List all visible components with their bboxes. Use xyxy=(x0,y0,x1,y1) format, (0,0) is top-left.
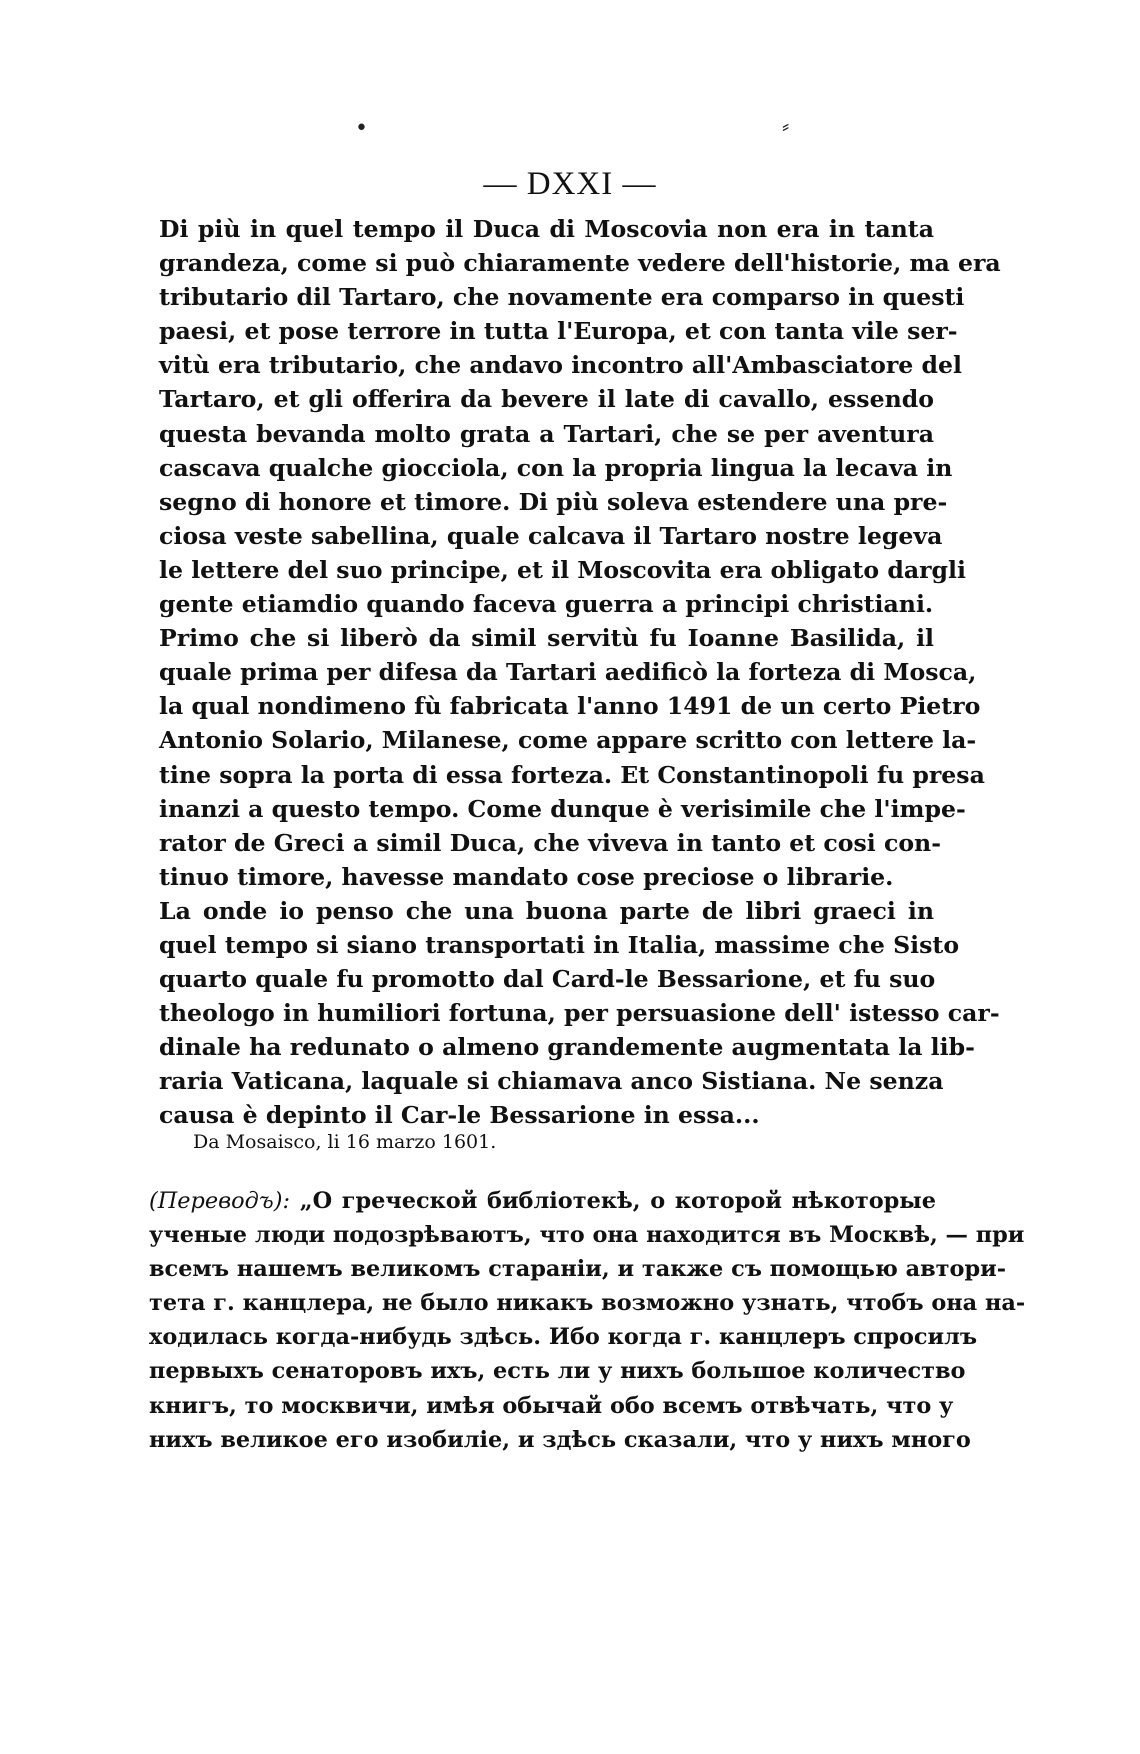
text-line: dinale ha redunato o almeno grandemente augmentata la lib- xyxy=(159,1033,975,1062)
text-line: Di più in quel tempo il Duca di Moscovia non era in tanta xyxy=(159,215,934,243)
translation-line: нихъ великое его изобиліе, и здѣсь сказали, что у нихъ много xyxy=(149,1426,971,1453)
translation-line: книгъ, то москвичи, имѣя обычай обо всемъ отвѣчать, что у xyxy=(149,1392,954,1419)
text-line: Antonio Solario, Milanese, come appare scritto con lettere la- xyxy=(159,726,977,755)
text-line: tinuo timore, havesse mandato cose preciose o librarie. xyxy=(159,862,894,891)
text-line: Primo che si liberò da simil servitù fu Ioanne Basilida, il xyxy=(159,624,934,653)
text-line: tributario dil Tartaro, che novamente era comparso in questi xyxy=(159,283,965,312)
translation-line: ученые люди подозрѣваютъ, что она находится въ Москвѣ, — при xyxy=(149,1222,1025,1249)
translation-line: тета г. канцлера, не было никакъ возможно узнать, чтобъ она на- xyxy=(149,1290,1026,1317)
text-line: paesi, et pose terrore in tutta l'Europa, et con tanta vile ser- xyxy=(159,317,958,346)
text-line: theologo in humiliori fortuna, per persuasione dell' istesso car- xyxy=(159,999,1000,1028)
text-line: cascava qualche giocciola, con la propria lingua la lecava in xyxy=(159,453,953,482)
text-line: Tartaro, et gli offerira da bevere il late di cavallo, essendo xyxy=(159,385,934,414)
text-line: le lettere del suo principe, et il Moscovita era obligato dargli xyxy=(159,555,966,584)
translation-line: первыхъ сенаторовъ ихъ, есть ли у нихъ большое количество xyxy=(149,1358,966,1385)
text-line: La onde io penso che una buona parte de libri graeci in xyxy=(159,896,934,925)
text-line: vitù era tributario, che andavo incontro all'Ambasciatore del xyxy=(159,351,963,380)
translation-line: ходилась когда-нибудь здѣсь. Ибо когда г. канцлеръ спросилъ xyxy=(149,1324,978,1351)
italian-letter-text xyxy=(159,212,1001,1133)
text-line: segno di honore et timore. Di più soleva estendere una pre- xyxy=(159,487,948,516)
print-speck-left: • xyxy=(355,116,368,141)
print-speck-right: ⸗ xyxy=(782,114,790,139)
translation-line: всемъ нашемъ великомъ стараніи, и также съ помощью автори- xyxy=(149,1256,1006,1283)
text-line: la qual nondimeno fù fabricata l'anno 1491 de un certo Pietro xyxy=(159,692,981,721)
text-line: tine sopra la porta di essa forteza. Et Constantinopoli fu presa xyxy=(159,760,985,789)
text-line: quel tempo si siano transportati in Italia, massime che Sisto xyxy=(159,930,960,959)
text-line: causa è depinto il Car-le Bessarione in essa... xyxy=(159,1101,760,1130)
letter-dateline: Da Mosaisco, li 16 marzo 1601. xyxy=(193,1131,497,1153)
text-line: ciosa veste sabellina, quale calcava il Tartaro nostre legeva xyxy=(159,521,943,550)
page-number: — DXXI — xyxy=(483,166,657,202)
translation-first-line xyxy=(149,1184,936,1218)
text-line: grandeza, come si può chiaramente vedere dell'historie, ma era xyxy=(159,249,1001,278)
text-line: inanzi a questo tempo. Come dunque è verisimile che l'impe- xyxy=(159,794,966,823)
text-line: gente etiamdio quando faceva guerra a principi christiani. xyxy=(159,590,934,619)
text-line: quarto quale fu promotto dal Card-le Bessarione, et fu suo xyxy=(159,965,936,994)
translation-line: „О греческой библіотекѣ, о которой нѣкоторые xyxy=(299,1188,936,1214)
text-line: rator de Greci a simil Duca, che viveva in tanto et cosi con- xyxy=(159,828,942,857)
text-line: raria Vaticana, laquale si chiamava anco Sistiana. Ne senza xyxy=(159,1067,944,1096)
text-line: questa bevanda molto grata a Tartari, che se per aventura xyxy=(159,419,934,448)
text-line: quale prima per difesa da Tartari aedificò la forteza di Mosca, xyxy=(159,658,977,687)
translation-label: (Переводъ): xyxy=(149,1188,291,1214)
russian-translation xyxy=(149,1184,1026,1457)
